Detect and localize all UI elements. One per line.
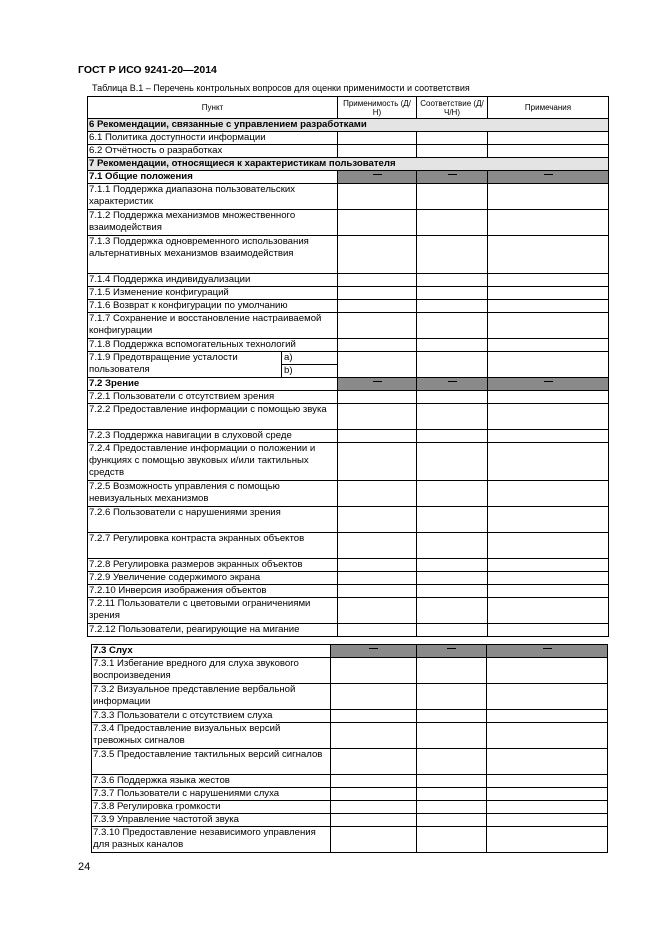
not-applicable-cell [487, 645, 608, 658]
section-heading: 6 Рекомендации, связанные с управлением разработками [88, 119, 609, 132]
dash-mark [373, 381, 382, 382]
checklist-item: 7.3.9 Управление частотой звука [92, 814, 331, 827]
notes-cell[interactable] [488, 210, 609, 236]
notes-cell[interactable] [488, 430, 609, 443]
conformance-cell[interactable] [417, 684, 487, 710]
conformance-cell[interactable] [417, 132, 488, 145]
conformance-cell[interactable] [417, 443, 488, 481]
subsection-heading: 7.2 Зрение [88, 378, 338, 391]
checklist-item: 7.2.8 Регулировка размеров экранных объектов [88, 559, 338, 572]
notes-cell[interactable] [488, 404, 609, 430]
option-b-label: b) [284, 365, 293, 376]
applicability-cell[interactable] [338, 598, 417, 624]
conformance-cell[interactable] [417, 723, 487, 749]
applicability-cell[interactable] [338, 430, 417, 443]
not-applicable-cell [338, 378, 417, 391]
conformance-cell[interactable] [417, 572, 488, 585]
conformance-cell[interactable] [417, 300, 488, 313]
applicability-cell[interactable] [338, 287, 417, 300]
notes-cell[interactable] [488, 145, 609, 158]
applicability-cell[interactable] [338, 184, 417, 210]
notes-cell[interactable] [488, 585, 609, 598]
conformance-cell[interactable] [417, 352, 488, 378]
notes-cell[interactable] [488, 559, 609, 572]
notes-cell[interactable] [487, 658, 608, 684]
checklist-item: 7.1.7 Сохранение и восстановление настраиваемой конфигурации [88, 313, 338, 339]
dash-mark [448, 174, 457, 175]
applicability-cell[interactable] [331, 658, 417, 684]
checklist-item: 7.2.12 Пользователи, реагирующие на мигание [88, 624, 338, 637]
conformance-cell[interactable] [417, 801, 487, 814]
checklist-item: 7.2.5 Возможность управления с помощью невизуальных механизмов [88, 481, 338, 507]
applicability-cell[interactable] [338, 210, 417, 236]
applicability-cell[interactable] [338, 274, 417, 287]
checklist-item: 7.3.8 Регулировка громкости [92, 801, 331, 814]
checklist-item: 7.3.3 Пользователи с отсутствием слуха [92, 710, 331, 723]
applicability-cell[interactable] [331, 723, 417, 749]
subsection-heading: 7.1 Общие положения [88, 171, 338, 184]
conformance-cell[interactable] [417, 788, 487, 801]
conformance-cell[interactable] [417, 274, 488, 287]
checklist-item: 7.2.9 Увеличение содержимого экрана [88, 572, 338, 585]
notes-cell[interactable] [487, 788, 608, 801]
conformance-cell[interactable] [417, 710, 487, 723]
checklist-item: 7.1.6 Возврат к конфигурации по умолчанию [88, 300, 338, 313]
applicability-cell[interactable] [338, 624, 417, 637]
conformance-cell[interactable] [417, 507, 488, 533]
notes-cell[interactable] [488, 624, 609, 637]
applicability-cell[interactable] [331, 749, 417, 775]
conformance-cell[interactable] [417, 559, 488, 572]
applicability-cell[interactable] [338, 559, 417, 572]
dash-mark [369, 648, 378, 649]
not-applicable-cell [417, 645, 487, 658]
applicability-cell[interactable] [338, 572, 417, 585]
notes-cell[interactable] [488, 300, 609, 313]
conformance-cell[interactable] [417, 775, 487, 788]
notes-cell[interactable] [488, 391, 609, 404]
conformance-cell[interactable] [417, 210, 488, 236]
not-applicable-cell [331, 645, 417, 658]
table-caption: Таблица B.1 – Перечень контрольных вопросов для оценки применимости и соответствия [92, 83, 470, 93]
conformance-cell[interactable] [417, 585, 488, 598]
notes-cell[interactable] [488, 132, 609, 145]
checklist-item: 7.3.1 Избегание вредного для слуха звукового воспроизведения [92, 658, 331, 684]
applicability-cell[interactable] [331, 788, 417, 801]
option-a-label: a) [282, 352, 337, 365]
notes-cell[interactable] [487, 684, 608, 710]
checklist-item: 7.3.2 Визуальное представление вербальной информации [92, 684, 331, 710]
applicability-cell[interactable] [331, 827, 417, 853]
applicability-cell[interactable] [338, 300, 417, 313]
notes-cell[interactable] [487, 749, 608, 775]
notes-cell[interactable] [488, 287, 609, 300]
checklist-item: 7.1.4 Поддержка индивидуализации [88, 274, 338, 287]
conformance-cell[interactable] [417, 404, 488, 430]
applicability-cell[interactable] [331, 710, 417, 723]
column-header-notes: Примечания [488, 97, 609, 119]
checklist-item: 7.2.11 Пользователи с цветовыми ограничениями зрения [88, 598, 338, 624]
dash-mark [544, 174, 553, 175]
notes-cell[interactable] [488, 236, 609, 274]
notes-cell[interactable] [488, 598, 609, 624]
applicability-cell[interactable] [338, 145, 417, 158]
notes-cell[interactable] [488, 481, 609, 507]
checklist-item: 7.1.5 Изменение конфигураций [88, 287, 338, 300]
notes-cell[interactable] [488, 313, 609, 339]
dash-mark [448, 381, 457, 382]
checklist-table [87, 96, 609, 637]
notes-cell[interactable] [487, 814, 608, 827]
checklist-item: 7.1.3 Поддержка одновременного использования альтернативных механизмов взаимодействия [88, 236, 338, 274]
not-applicable-cell [488, 378, 609, 391]
conformance-cell[interactable] [417, 145, 488, 158]
checklist-item: 7.3.7 Пользователи с нарушениями слуха [92, 788, 331, 801]
notes-cell[interactable] [488, 533, 609, 559]
checklist-item: 7.1.2 Поддержка механизмов множественного взаимодействия [88, 210, 338, 236]
conformance-cell[interactable] [417, 749, 487, 775]
checklist-item: 7.3.10 Предоставление независимого управления для разных каналов [92, 827, 331, 853]
dash-mark [544, 381, 553, 382]
column-header-conformance: Соответствие (Д/Ч/Н) [417, 97, 488, 119]
conformance-cell[interactable] [417, 827, 487, 853]
section-heading: 7 Рекомендации, относящиеся к характеристикам пользователя [88, 158, 609, 171]
conformance-cell[interactable] [417, 598, 488, 624]
applicability-cell[interactable] [338, 404, 417, 430]
applicability-cell[interactable] [338, 585, 417, 598]
conformance-cell[interactable] [417, 184, 488, 210]
column-header-item: Пункт [88, 97, 338, 119]
notes-cell[interactable] [488, 339, 609, 352]
checklist-table-continued [91, 644, 608, 853]
not-applicable-cell [488, 171, 609, 184]
conformance-cell[interactable] [417, 533, 488, 559]
dash-mark [447, 648, 456, 649]
checklist-item: 7.2.6 Пользователи с нарушениями зрения [88, 507, 338, 533]
applicability-cell[interactable] [331, 814, 417, 827]
notes-cell[interactable] [487, 710, 608, 723]
conformance-cell[interactable] [417, 313, 488, 339]
applicability-cell[interactable] [338, 507, 417, 533]
checklist-item: 7.3.4 Предоставление визуальных версий тревожных сигналов [92, 723, 331, 749]
checklist-item: 7.2.1 Пользователи с отсутствием зрения [88, 391, 338, 404]
document-header: ГОСТ Р ИСО 9241-20—2014 [78, 64, 217, 76]
not-applicable-cell [417, 378, 488, 391]
conformance-cell[interactable] [417, 658, 487, 684]
conformance-cell[interactable] [417, 236, 488, 274]
notes-cell[interactable] [488, 274, 609, 287]
checklist-item: 7.2.3 Поддержка навигации в слуховой среде [88, 430, 338, 443]
applicability-cell[interactable] [338, 236, 417, 274]
applicability-cell[interactable] [338, 481, 417, 507]
checklist-item: 7.2.4 Предоставление информации о положении и функциях с помощью звуковых и/или тактильных средств [88, 443, 338, 481]
checklist-item: 7.1.1 Поддержка диапазона пользовательских характеристик [88, 184, 338, 210]
notes-cell[interactable] [488, 184, 609, 210]
conformance-cell[interactable] [417, 430, 488, 443]
column-header-applicability: Применимость (Д/Н) [338, 97, 417, 119]
not-applicable-cell [417, 171, 488, 184]
notes-cell[interactable] [488, 507, 609, 533]
applicability-cell[interactable] [331, 775, 417, 788]
notes-cell[interactable] [487, 775, 608, 788]
dash-mark [543, 648, 552, 649]
dash-mark [373, 174, 382, 175]
checklist-item: 6.1 Политика доступности информации [88, 132, 338, 145]
applicability-cell[interactable] [338, 132, 417, 145]
checklist-item: 6.2 Отчётность о разработках [88, 145, 338, 158]
applicability-cell[interactable] [331, 801, 417, 814]
applicability-cell[interactable] [338, 313, 417, 339]
checklist-item: 7.2.7 Регулировка контраста экранных объектов [88, 533, 338, 559]
applicability-cell[interactable] [338, 391, 417, 404]
notes-cell[interactable] [487, 801, 608, 814]
notes-cell[interactable] [488, 352, 609, 378]
checklist-item-split [88, 352, 338, 378]
conformance-cell[interactable] [417, 624, 488, 637]
applicability-cell[interactable] [338, 443, 417, 481]
notes-cell[interactable] [487, 827, 608, 853]
conformance-cell[interactable] [417, 814, 487, 827]
page-number: 24 [78, 861, 91, 873]
checklist-item: 7.2.10 Инверсия изображения объектов [88, 585, 338, 598]
checklist-item: 7.3.6 Поддержка языка жестов [92, 775, 331, 788]
applicability-cell[interactable] [331, 684, 417, 710]
conformance-cell[interactable] [417, 339, 488, 352]
subsection-heading: 7.3 Слух [92, 645, 331, 658]
notes-cell[interactable] [488, 572, 609, 585]
applicability-cell[interactable] [338, 339, 417, 352]
notes-cell[interactable] [488, 443, 609, 481]
checklist-item: 7.2.2 Предоставление информации с помощью звука [88, 404, 338, 430]
checklist-item: 7.1.9 Предотвращение усталости пользователя [89, 352, 238, 375]
conformance-cell[interactable] [417, 391, 488, 404]
checklist-item: 7.1.8 Поддержка вспомогательных технологий [88, 339, 338, 352]
conformance-cell[interactable] [417, 287, 488, 300]
notes-cell[interactable] [487, 723, 608, 749]
applicability-cell[interactable] [338, 352, 417, 378]
not-applicable-cell [338, 171, 417, 184]
checklist-item: 7.3.5 Предоставление тактильных версий сигналов [92, 749, 331, 775]
conformance-cell[interactable] [417, 481, 488, 507]
applicability-cell[interactable] [338, 533, 417, 559]
